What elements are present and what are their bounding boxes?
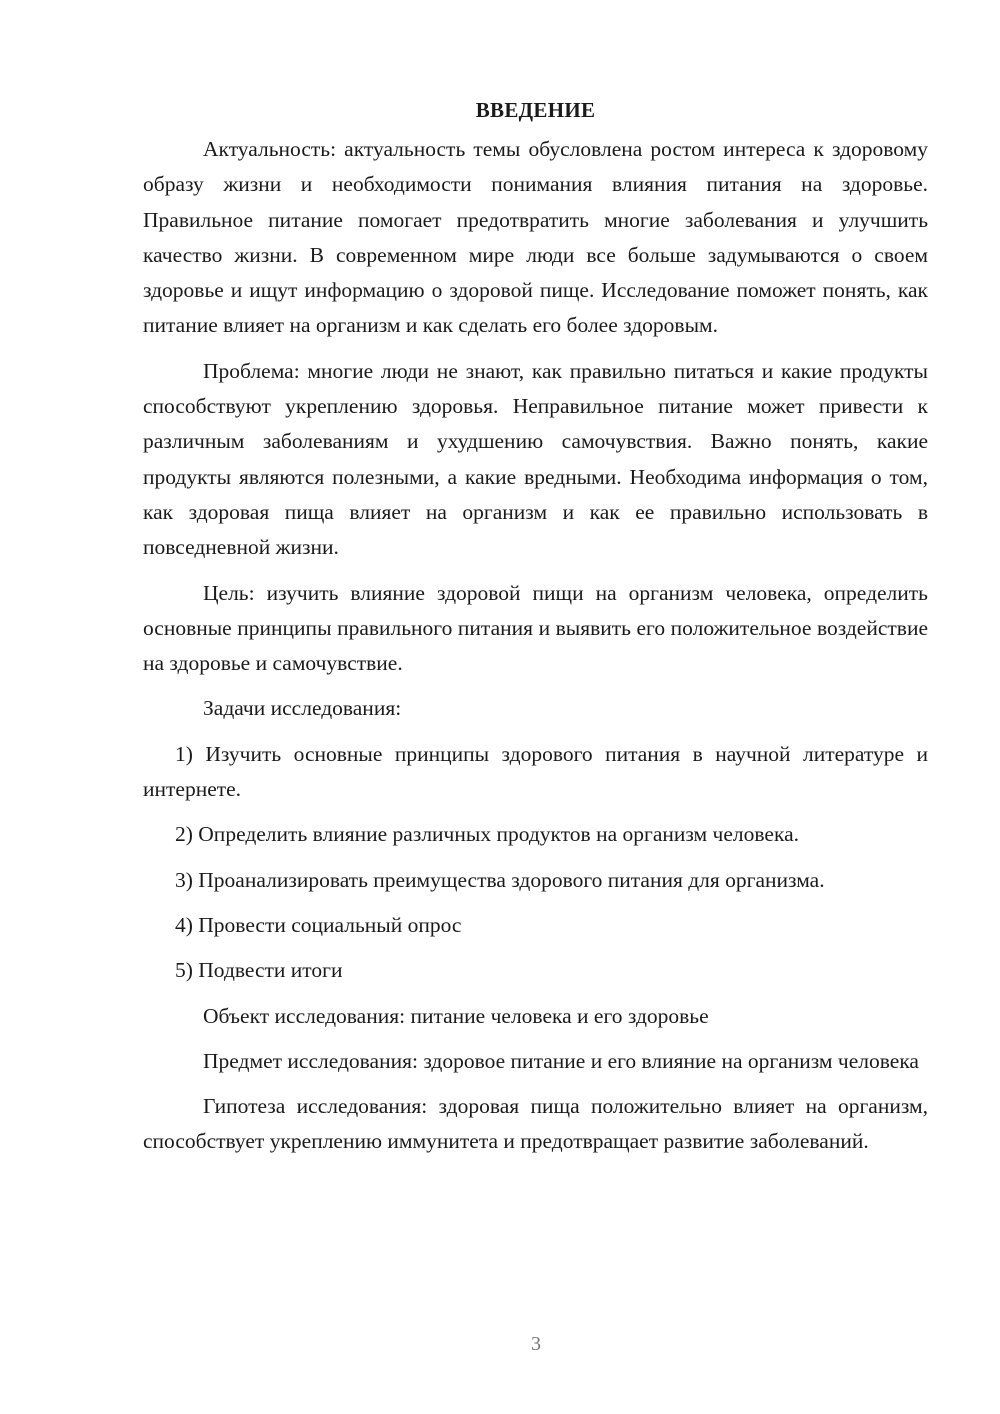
tasks-heading: Задачи исследования: <box>203 696 402 721</box>
paragraph-subject: Предмет исследования: здоровое питание и его влияние на организм человека <box>203 1048 919 1073</box>
paragraph-problem: Проблема: многие люди не знают, как правильно питаться и какие продукты способствуют укреплению здоровья. Неправильное питание может привести к различным заболеваниям и ухудшению самочувствия. Важно понять, какие продукты являются полезными, а какие вредными. Необходима информация о том, как здоровая пища влияет на организм и как ее правильно использовать в повседневной жизни. <box>143 358 928 560</box>
paragraph-goal: Цель: изучить влияние здоровой пищи на организм человека, определить основные принципы правильного питания и выявить его положительное воздействие на здоровье и самочувствие. <box>143 580 928 676</box>
paragraph-relevance: Актуальность: актуальность темы обусловлена ростом интереса к здоровому образу жизни и необходимости понимания влияния питания на здоровье. Правильное питание помогает предотвратить многие заболевания и улучшить качество жизни. В современном мире люди все больше задумываются о своем здоровье и ищут информацию о здоровой пище. Исследование поможет понять, как питание влияет на организм и как сделать его более здоровым. <box>143 137 928 338</box>
document-page <box>143 96 928 1170</box>
paragraph-object: Объект исследования: питание человека и его здоровье <box>203 1003 709 1028</box>
task-item-5: 5) Подвести итоги <box>175 958 343 983</box>
page-title: ВВЕДЕНИЕ <box>475 98 596 122</box>
task-item-1: 1) Изучить основные принципы здорового питания в научной литературе и интернете. <box>143 741 928 802</box>
task-item-3: 3) Проанализировать преимущества здорового питания для организма. <box>175 867 825 892</box>
page-number: 3 <box>531 1333 541 1355</box>
task-item-2: 2) Определить влияние различных продуктов на организм человека. <box>175 822 799 847</box>
task-item-4: 4) Провести социальный опрос <box>175 912 462 937</box>
paragraph-hypothesis: Гипотеза исследования: здоровая пища положительно влияет на организм, способствует укреплению иммунитета и предотвращает развитие заболеваний. <box>143 1094 928 1154</box>
